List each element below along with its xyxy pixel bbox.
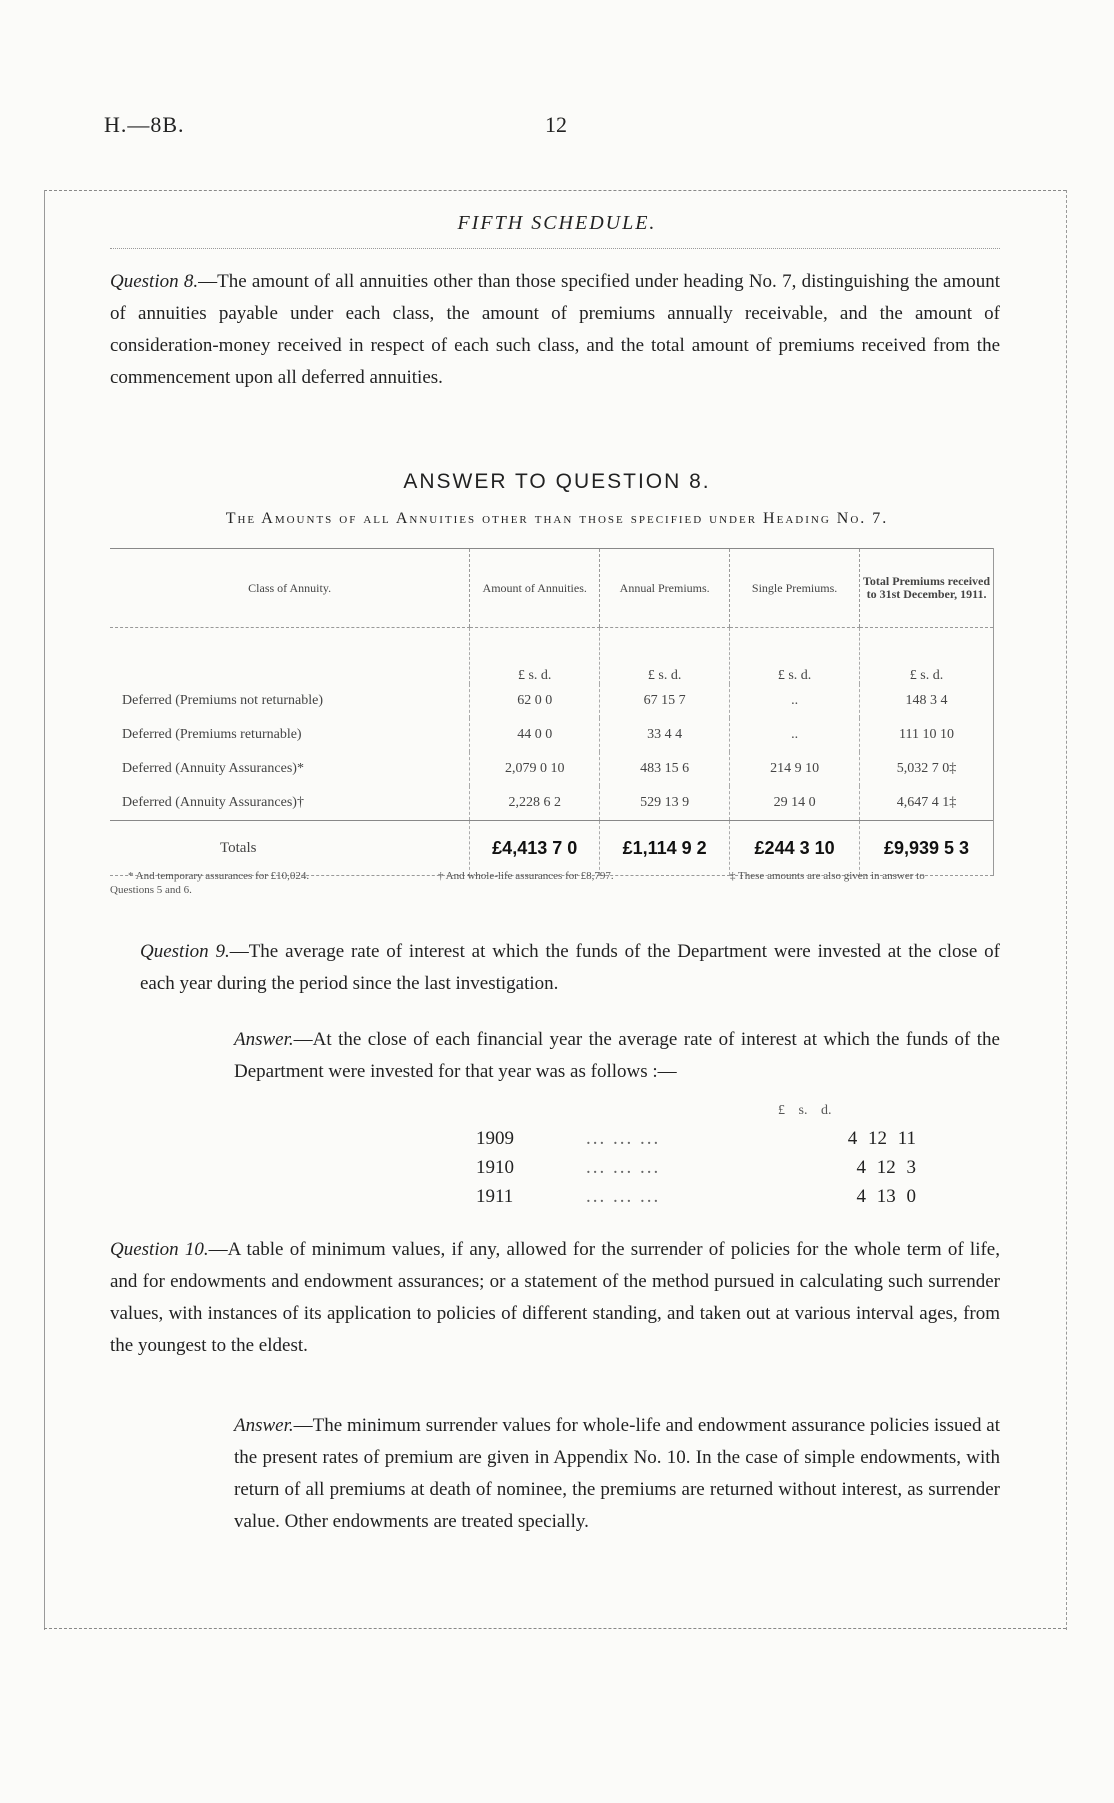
question-10-text: —A table of minimum values, if any, allowed for the surrender of policies for the whole term of life, and for endowments and endowment assurances; or a statement of the method pursued in calculating such surrender values, with instances of its application to policies of different standing, and taken out at various interval ages, from the youngest to the eldest. xyxy=(110,1239,1000,1356)
question-9-block xyxy=(140,936,1000,1000)
interest-year: 1911 xyxy=(476,1185,514,1207)
page-number: 12 xyxy=(545,112,567,137)
row-class: Deferred (Premiums not returnable) xyxy=(122,693,323,708)
row-annual: 529 13 9 xyxy=(600,786,730,821)
header-single: Single Premiums. xyxy=(730,549,860,628)
interest-year: 1910 xyxy=(476,1156,514,1178)
row-amount: 2,079 0 10 xyxy=(470,752,600,786)
totals-amount: £4,413 7 0 xyxy=(470,821,600,876)
row-single: .. xyxy=(730,684,860,718)
question-9-text: —The average rate of interest at which the funds of the Department were invested at the close of each year during the period since the last investigation. xyxy=(140,941,1001,994)
frame-bottom-rule xyxy=(44,1628,1066,1629)
row-total: 4,647 4 1‡ xyxy=(860,786,994,821)
answer-8-heading: ANSWER TO QUESTION 8. xyxy=(403,470,711,493)
question-8-block xyxy=(110,266,1000,394)
row-single: .. xyxy=(730,718,860,752)
row-total: 148 3 4 xyxy=(860,684,994,718)
interest-rate: 4 13 0 xyxy=(856,1185,916,1207)
interest-units: £ s. d. xyxy=(778,1103,832,1118)
row-total: 5,032 7 0‡ xyxy=(860,752,994,786)
table-row xyxy=(110,684,994,718)
table-header-row xyxy=(110,549,994,628)
row-annual: 67 15 7 xyxy=(600,684,730,718)
row-class: Deferred (Annuity Assurances)† xyxy=(122,795,304,810)
title-rule xyxy=(110,248,1000,249)
footnote-star-continued: Questions 5 and 6. xyxy=(110,884,192,896)
table-row xyxy=(110,718,994,752)
units-amount: £ s. d. xyxy=(470,628,600,685)
answer-10-block xyxy=(234,1410,1000,1538)
totals-label: Totals xyxy=(110,821,470,876)
interest-year: 1909 xyxy=(476,1127,514,1149)
interest-row: 1911 ... ... ... 4 13 0 xyxy=(476,1182,916,1211)
question-10-block xyxy=(110,1234,1000,1362)
answer-9-text: —At the close of each financial year the average rate of interest at which the funds of the Department were invested for that year was as follows :— xyxy=(234,1029,1000,1082)
totals-row xyxy=(110,821,994,876)
totals-total: £9,939 5 3 xyxy=(860,821,994,876)
header-annual: Annual Premiums. xyxy=(600,549,730,628)
units-single: £ s. d. xyxy=(730,628,860,685)
row-single: 29 14 0 xyxy=(730,786,860,821)
row-class: Deferred (Annuity Assurances)* xyxy=(122,761,304,776)
annuity-table-heading: The Amounts of all Annuities other than those specified under Heading No. 7. xyxy=(225,510,889,527)
answer-10-label: Answer. xyxy=(234,1415,294,1436)
answer-10-text: —The minimum surrender values for whole-life and endowment assurance policies issued at the present rates of premium are given in Appendix No. 10. In the case of simple endowments, with return of all premiums at death of nominee, the premiums are returned without interest, as surrender value. Other endowments are treated specially. xyxy=(234,1415,1000,1532)
question-8-label: Question 8. xyxy=(110,271,199,292)
row-amount: 44 0 0 xyxy=(470,718,600,752)
answer-9-block xyxy=(234,1024,1000,1088)
totals-annual: £1,114 9 2 xyxy=(600,821,730,876)
question-10-label: Question 10. xyxy=(110,1239,209,1260)
schedule-title: FIFTH SCHEDULE. xyxy=(457,212,657,234)
row-annual: 33 4 4 xyxy=(600,718,730,752)
interest-row: 1910 ... ... ... 4 12 3 xyxy=(476,1153,916,1182)
row-total: 111 10 10 xyxy=(860,718,994,752)
header-amount: Amount of Annuities. xyxy=(470,549,600,628)
row-annual: 483 15 6 xyxy=(600,752,730,786)
units-annual: £ s. d. xyxy=(600,628,730,685)
row-amount: 62 0 0 xyxy=(470,684,600,718)
footnote-dagger: † And whole-life assurances for £8,797. xyxy=(438,870,614,882)
frame-left-rule xyxy=(44,190,45,1630)
interest-rate: 4 12 3 xyxy=(856,1156,916,1178)
header-total: Total Premiums received to 31st December, 1911. xyxy=(860,549,994,628)
table-row xyxy=(110,752,994,786)
footnote-star: * And temporary assurances for £10,024. xyxy=(128,870,310,882)
interest-rate-table xyxy=(476,1124,916,1211)
frame-right-rule xyxy=(1066,190,1067,1630)
row-class: Deferred (Premiums returnable) xyxy=(122,727,302,742)
row-single: 214 9 10 xyxy=(730,752,860,786)
units-row xyxy=(110,628,994,685)
totals-single: £244 3 10 xyxy=(730,821,860,876)
frame-top-rule xyxy=(44,190,1066,191)
question-9-label: Question 9. xyxy=(140,941,230,962)
interest-rate: 4 12 11 xyxy=(847,1127,916,1149)
units-total: £ s. d. xyxy=(860,628,994,685)
annuity-table xyxy=(110,548,994,876)
header-class: Class of Annuity. xyxy=(110,549,470,628)
row-amount: 2,228 6 2 xyxy=(470,786,600,821)
question-8-text: —The amount of all annuities other than those specified under heading No. 7, distinguishing the amount of annuities payable under each class, the amount of premiums annually receivable, and the amount of consideration-money received in respect of each such class, and the total amount of premiums received from the commencement upon all deferred annuities. xyxy=(110,271,1000,388)
answer-9-label: Answer. xyxy=(234,1029,294,1050)
interest-row: 1909 ... ... ... 4 12 11 xyxy=(476,1124,916,1153)
table-row xyxy=(110,786,994,821)
footnote-double-dagger: ‡ These amounts are also given in answer to xyxy=(730,870,925,882)
document-code: H.—8B. xyxy=(104,112,185,137)
